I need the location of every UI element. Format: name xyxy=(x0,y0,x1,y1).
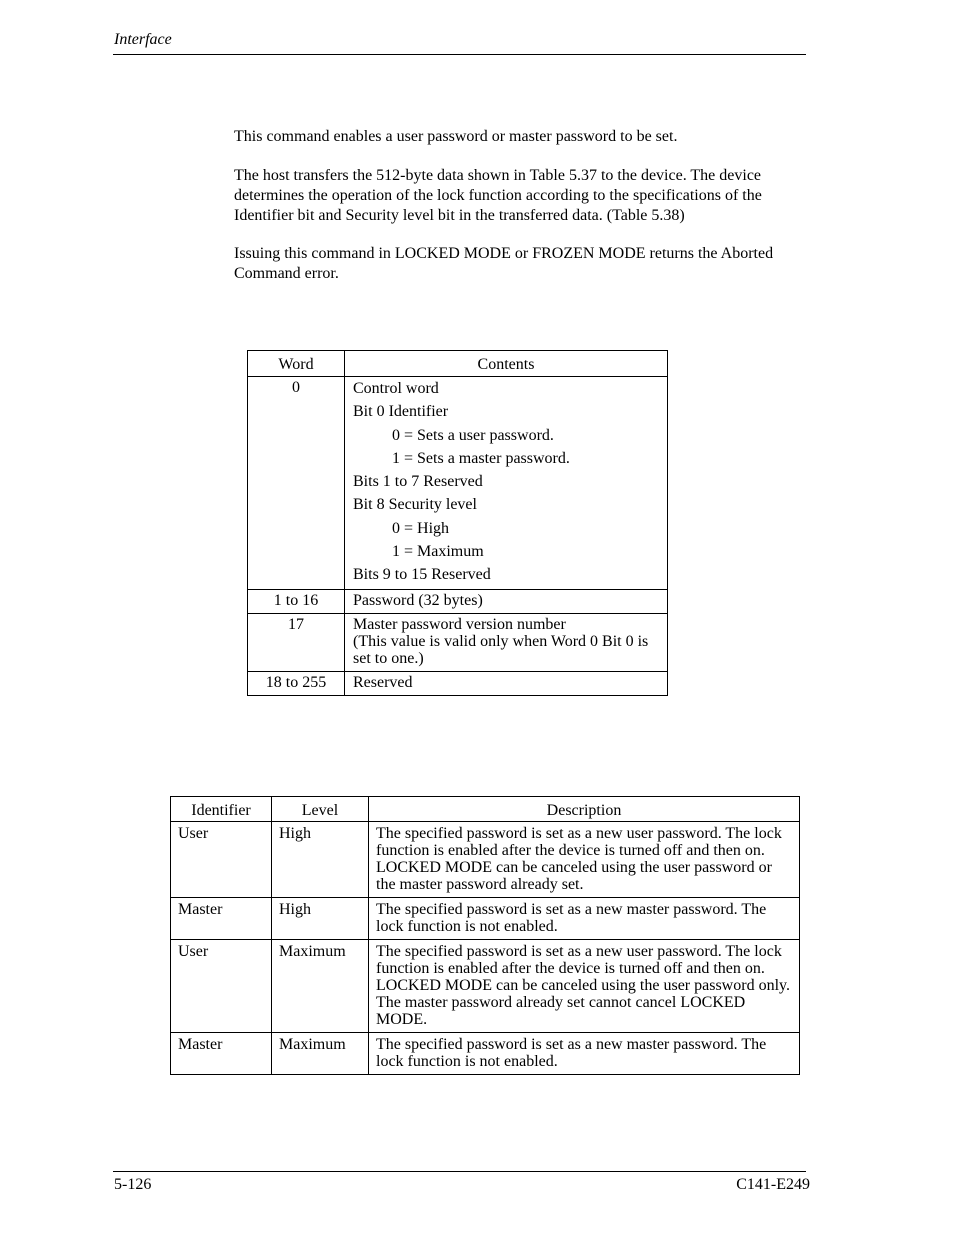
table-row xyxy=(171,1033,800,1075)
running-header: Interface xyxy=(114,31,172,48)
bits9-15-line: Bits 9 to 15 Reserved xyxy=(353,566,491,584)
level-cell: Maximum xyxy=(272,1033,369,1075)
footer-rule xyxy=(113,1171,806,1172)
bit8-value-0: 0 = High xyxy=(392,519,450,537)
contents-cell: Password (32 bytes) xyxy=(345,589,668,613)
description-cell: The specified password is set as a new master password. The lock function is not enabled. xyxy=(369,898,800,940)
control-word-line: Control word xyxy=(353,380,439,397)
page-number: 5-126 xyxy=(114,1176,152,1193)
table-row xyxy=(248,671,668,695)
table-row xyxy=(171,940,800,1033)
level-cell: High xyxy=(272,898,369,940)
column-header-word: Word xyxy=(248,351,345,377)
table-row xyxy=(248,377,668,590)
word-cell: 1 to 16 xyxy=(248,589,345,613)
bit0-line: Bit 0 Identifier xyxy=(353,403,449,421)
table-row xyxy=(171,822,800,898)
header-rule xyxy=(113,54,806,55)
table-row xyxy=(171,898,800,940)
document-id: C141-E249 xyxy=(736,1176,810,1193)
table-row xyxy=(248,613,668,671)
table-header-row xyxy=(171,797,800,822)
identifier-cell: User xyxy=(171,940,272,1033)
bits1-7-line: Bits 1 to 7 Reserved xyxy=(353,473,483,491)
level-cell: Maximum xyxy=(272,940,369,1033)
contents-line: Master password version number xyxy=(353,615,566,633)
word-cell: 17 xyxy=(248,613,345,671)
identifier-cell: Master xyxy=(171,1033,272,1075)
column-header-level: Level xyxy=(272,797,369,822)
data-format-table xyxy=(247,350,668,696)
column-header-description: Description xyxy=(369,797,800,822)
contents-cell xyxy=(345,613,668,671)
contents-cell xyxy=(345,377,668,590)
table-row xyxy=(248,589,668,613)
identifier-cell: User xyxy=(171,822,272,898)
column-header-identifier: Identifier xyxy=(171,797,272,822)
table-header-row xyxy=(248,351,668,377)
identifier-cell: Master xyxy=(171,898,272,940)
intro-paragraph: This command enables a user password or master password to be set. xyxy=(234,128,678,145)
error-paragraph: Issuing this command in LOCKED MODE or FROZEN MODE returns the Aborted Command error. xyxy=(234,245,774,282)
bit8-line: Bit 8 Security level xyxy=(353,496,477,514)
description-cell: The specified password is set as a new user password. The lock function is enabled after the device is turned off and then on. LOCKED MODE can be canceled using the user password or the master password already set. xyxy=(369,822,800,898)
lock-function-table xyxy=(170,796,800,1075)
transfer-paragraph: The host transfers the 512-byte data shown in Table 5.37 to the device. The device determines the operation of the lock function according to the specifications of the Identifier bit and Security level bit in the transferred data. (Table 5.38) xyxy=(234,167,762,224)
contents-cell: Reserved xyxy=(345,671,668,695)
bit0-value-1: 1 = Sets a master password. xyxy=(392,449,570,467)
description-cell: The specified password is set as a new user password. The lock function is enabled after the device is turned off and then on. LOCKED MODE can be canceled using the user password only. The master password already set cannot cancel LOCKED MODE. xyxy=(369,940,800,1033)
level-cell: High xyxy=(272,822,369,898)
description-cell: The specified password is set as a new master password. The lock function is not enabled. xyxy=(369,1033,800,1075)
word-cell: 0 xyxy=(248,377,345,590)
word-cell: 18 to 255 xyxy=(248,671,345,695)
bit0-value-0: 0 = Sets a user password. xyxy=(392,426,554,444)
contents-line: (This value is valid only when Word 0 Bit 0 is set to one.) xyxy=(353,632,649,667)
bit8-value-1: 1 = Maximum xyxy=(392,543,484,561)
column-header-contents: Contents xyxy=(345,351,668,377)
